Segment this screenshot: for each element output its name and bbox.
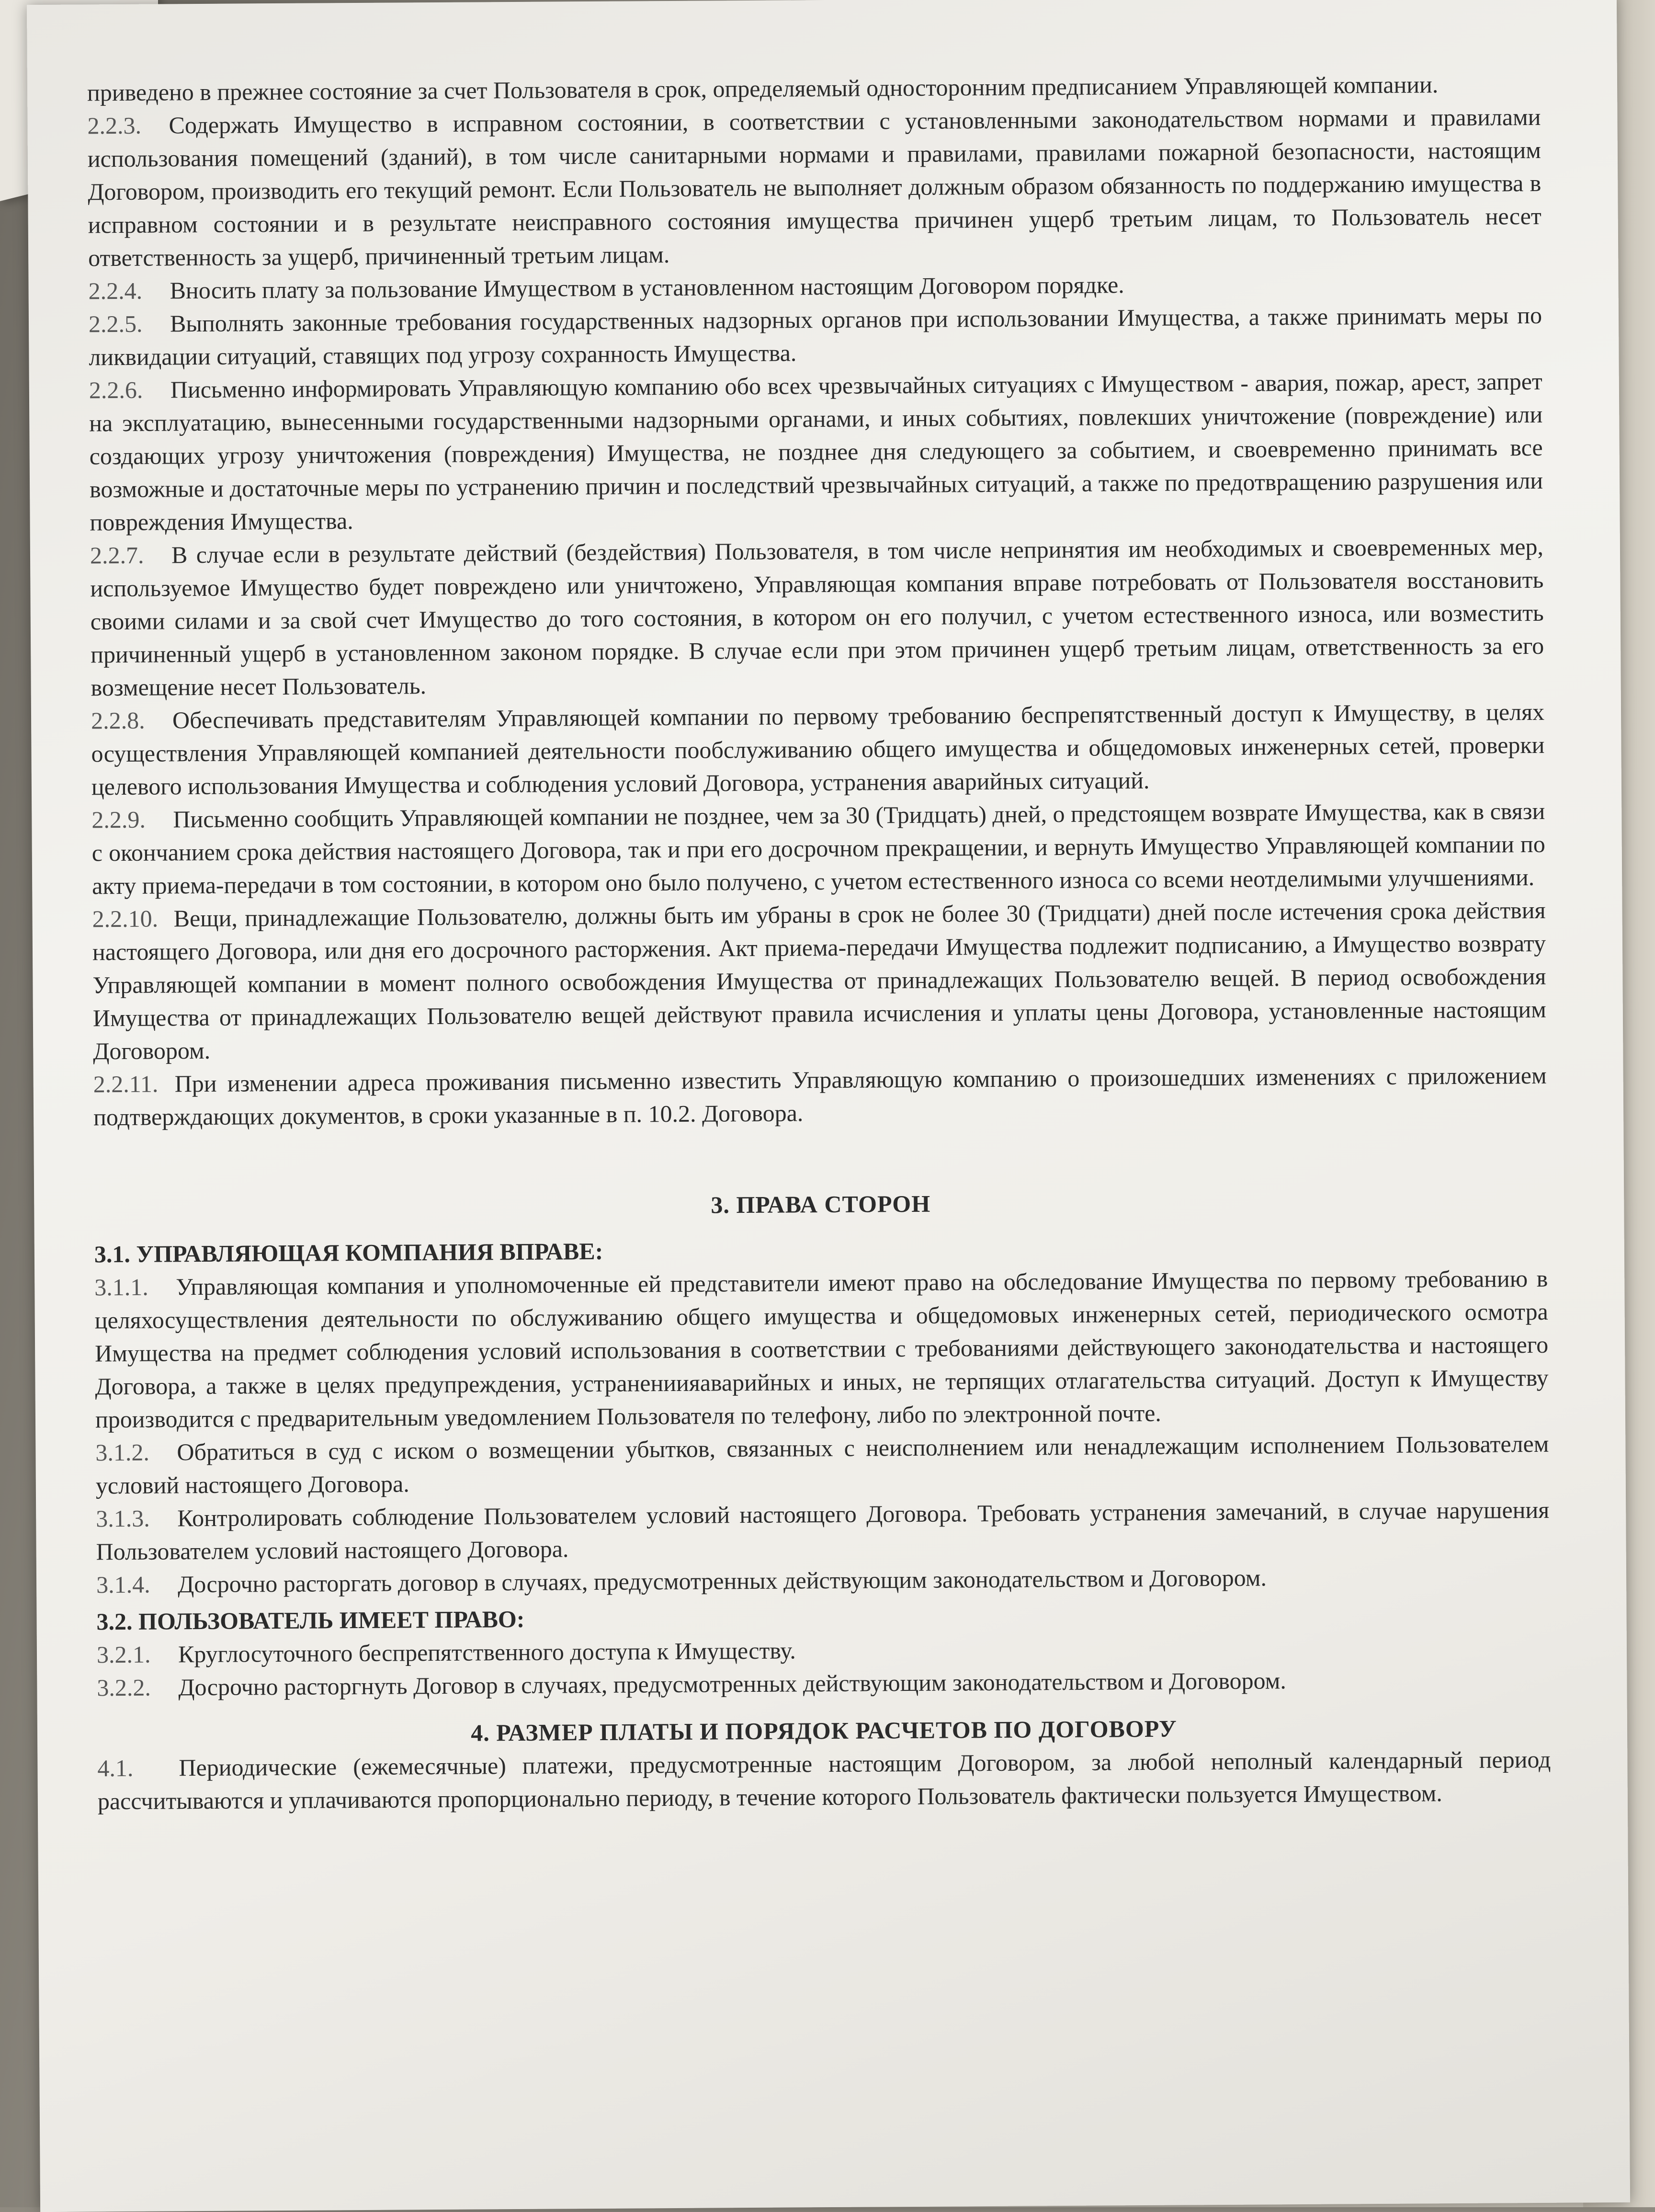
lead-fragment: приведено в прежнее состояние за счет Пользователя в срок, определяемый односторонним предписанием Управляющей компании. — [87, 71, 1439, 106]
clause-2-2-8 — [91, 696, 1545, 804]
clause-number: 3.1.2. — [95, 1438, 150, 1466]
clause-2-2-3 — [87, 101, 1542, 275]
clause-number: 3.2.1. — [96, 1641, 151, 1668]
clause-text: Досрочно расторгать договор в случаях, предусмотренных действующим законодательством и Договором. — [177, 1564, 1267, 1598]
clause-2-2-10 — [92, 894, 1546, 1068]
clause-number: 3.1.4. — [96, 1571, 150, 1598]
clause-number: 3.1.1. — [94, 1273, 148, 1301]
clause-text: В случае если в результате действий (бездействия) Пользователя, в том числе непринятия им необходимых и своевременных мер, используемое Имущество будет повреждено или уничтожено, Управляющая компания вправе потребовать от Пользователя восстановить своими силами и за свой счет Имущество до того состояния, в котором он его получил, с учетом естественного износа, или возместить причиненный ущерб в установленном законом порядке. В случае если при этом причинен ущерб третьим лицам, ответственность за его возмещение несет Пользователь. — [90, 533, 1544, 701]
clause-2-2-11 — [93, 1059, 1547, 1134]
clause-number: 2.2.7. — [90, 541, 144, 569]
clause-number: 4.1. — [97, 1754, 134, 1782]
clause-2-2-5 — [89, 299, 1542, 374]
clause-number: 3.2.2. — [97, 1674, 151, 1701]
clause-3-1-3 — [96, 1494, 1550, 1569]
contract-text — [87, 68, 1551, 1818]
clause-number: 3.1.3. — [96, 1505, 150, 1532]
clause-number: 2.2.10. — [92, 905, 159, 933]
clause-text: Письменно сообщить Управляющей компании не позднее, чем за 30 (Тридцать) дней, о предстоящем возврате Имущества, как в связи с окончанием срока действия настоящего Договора, так и при его досрочном прекращении, и вернуть Имущество Управляющей компании по акту приема-передачи в том состоянии, в котором оно было получено, с учетом естественного износа со всеми неотделимыми улучшениями. — [91, 797, 1545, 900]
subsection-3-1-heading: 3.1. УПРАВЛЯЮЩАЯ КОМПАНИЯ ВПРАВЕ: — [94, 1237, 603, 1268]
clause-text: Содержать Имущество в исправном состоянии, в соответствии с установленными законодательством нормами и правилами использования помещений (зданий), в том числе санитарными нормами и правилами, правилами пожарной безопасности, настоящим Договором, производить его текущий ремонт. Если Пользователь не выполняет должным образом обязанность по поддержанию имущества в исправном состоянии и в результате неисправного состояния имущества причинен ущерб третьим лицам, то Пользователь несет ответственность за ущерб, причиненный третьим лицам. — [87, 103, 1542, 272]
clause-text: Круглосуточного беспрепятственного доступа к Имуществу. — [178, 1637, 796, 1668]
clause-3-1-1 — [94, 1262, 1549, 1437]
clause-4-1 — [97, 1743, 1551, 1818]
section-3-heading: 3. ПРАВА СТОРОН — [711, 1190, 931, 1219]
clause-text: Управляющая компания и уполномоченные ей представители имеют право на обследование Имущества по первому требованию в целяхосуществления деятельности по обслуживанию общего имущества и общедомовых инженерных сетей, периодического осмотра Имущества на предмет соблюдения условий использования в соответствии с требованиями действующего законодательства и настоящего Договора, а также в целях предупреждения, устранениияаварийных и иных, не терпящих отлагательства ситуаций. Доступ к Имуществу производится с предварительным уведомлением Пользователя по телефону, либо по электронной почте. — [94, 1265, 1549, 1433]
subsection-3-2-heading: 3.2. ПОЛЬЗОВАТЕЛЬ ИМЕЕТ ПРАВО: — [96, 1605, 525, 1635]
clause-number: 2.2.11. — [93, 1070, 159, 1098]
clause-2-2-7 — [90, 530, 1544, 705]
clause-2-2-9 — [91, 795, 1545, 903]
clause-number: 2.2.8. — [91, 707, 145, 734]
clause-number: 2.2.4. — [88, 277, 143, 305]
clause-2-2-6 — [89, 365, 1543, 539]
clause-number: 2.2.6. — [89, 376, 143, 404]
clause-text: Контролировать соблюдение Пользователем условий настоящего Договора. Требовать устранения замечаний, в случае нарушения Пользователем условий настоящего Договора. — [96, 1496, 1550, 1565]
clause-text: Досрочно расторгнуть Договор в случаях, предусмотренных действующим законодательством и Договором. — [178, 1667, 1286, 1701]
clause-text: Обратиться в суд с иском о возмещении убытков, связанных с неисполнением или ненадлежащим исполнением Пользователем условий настоящего Договора. — [95, 1430, 1549, 1499]
clause-number: 2.2.9. — [91, 806, 146, 833]
clause-3-1-2 — [95, 1427, 1549, 1503]
contract-page — [27, 0, 1630, 2212]
clause-text: При изменении адреса проживания письменно известить Управляющую компанию о произошедших изменениях с приложением подтверждающих документов, в сроки указанные в п. 10.2. Договора. — [93, 1061, 1547, 1131]
clause-text: Выполнять законные требования государственных надзорных органов при использовании Имущества, а также принимать меры по ликвидации ситуаций, ставящих под угрозу сохранность Имущества. — [89, 301, 1542, 371]
clause-text: Письменно информировать Управляющую компанию обо всех чрезвычайных ситуациях с Имуществом - авария, пожар, арест, запрет на эксплуатацию, вынесенными государственными надзорными органами, и иных событиях, повлекших уничтожение (повреждение) или создающих угрозу уничтожения (повреждения) Имущества, не позднее дня следующего за событием, и своевременно принимать все возможные и достаточные меры по устранению причин и последствий чрезвычайных ситуаций, а также по предотвращению разрушения или повреждения Имущества. — [89, 367, 1543, 536]
clause-text: Периодические (ежемесячные) платежи, предусмотренные настоящим Договором, за любой неполный календарный период рассчитываются и уплачиваются пропорционально периоду, в течение которого Пользователь фактически пользуется Имуществом. — [97, 1745, 1551, 1815]
clause-number: 2.2.3. — [87, 112, 142, 139]
clause-text: Вещи, принадлежащие Пользователю, должны быть им убраны в срок не более 30 (Тридцати) дней после истечения срока действия настоящего Договора, или дня его досрочного расторжения. Акт приема-передачи Имущества подлежит подписанию, а Имущество возврату Управляющей компании в момент полного освобождения Имущества от принадлежащих Пользователю вещей. В период освобождения Имущества от принадлежащих Пользователю вещей действуют правила исчисления и уплаты цены Договора, установленные настоящим Договором. — [92, 896, 1546, 1065]
clause-text: Вносить плату за пользование Имуществом в установленном настоящим Договором порядке. — [170, 271, 1124, 304]
clause-text: Обеспечивать представителям Управляющей компании по первому требованию беспрепятственный доступ к Имуществу, в целях осуществления Управляющей компанией деятельности пообслуживанию общего имущества и общедомовых инженерных сетей, проверки целевого использования Имущества и соблюдения условий Договора, устранения аварийных ситуаций. — [91, 698, 1545, 800]
section-4-heading: 4. РАЗМЕР ПЛАТЫ И ПОРЯДОК РАСЧЕТОВ ПО ДОГОВОРУ — [471, 1715, 1177, 1746]
clause-number: 2.2.5. — [88, 310, 143, 338]
